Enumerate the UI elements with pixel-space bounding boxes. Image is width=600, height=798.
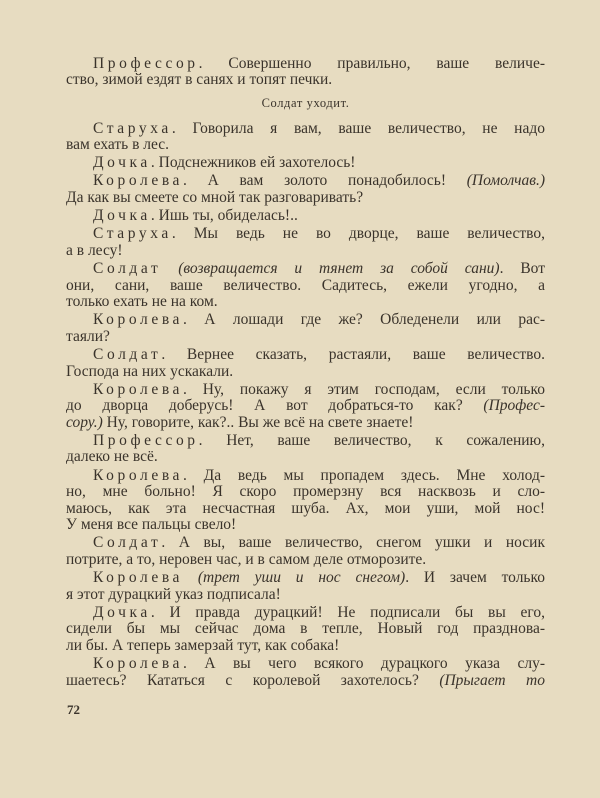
text-line xyxy=(66,294,545,311)
dialogue-text: . И правда дурацкий! Не подписали бы вы его, xyxy=(150,603,545,621)
speech xyxy=(66,56,545,89)
text-line xyxy=(66,312,545,329)
text-line xyxy=(66,56,545,73)
text-line xyxy=(66,570,545,587)
dialogue-text: вам ехать в лес. xyxy=(66,136,170,154)
speech xyxy=(66,570,545,603)
dialogue-text: Да как вы смеете со мной так разговаривать? xyxy=(66,189,364,207)
dialogue-text: . Вот xyxy=(499,259,546,277)
speech xyxy=(66,208,545,225)
dialogue-text: . Совершенно правильно, ваше величе- xyxy=(198,54,545,72)
text-line xyxy=(66,382,545,399)
dialogue-text: сидели бы мы сейчас дома в тепле, Новый год празднова- xyxy=(66,620,545,638)
speaker-name: Дочка xyxy=(93,154,151,172)
dialogue-text: но, мне больно! Я скоро промерзну вся насквозь и сло- xyxy=(66,483,545,501)
dialogue-text: маюсь, как эта несчастная шуба. Ах, мои уши, мой нос! xyxy=(66,499,545,517)
text-line xyxy=(66,517,545,534)
text-line xyxy=(66,173,545,190)
stage-remark: сору.) xyxy=(66,413,103,431)
text-line xyxy=(66,261,545,278)
speaker-name: Старуха xyxy=(93,225,172,243)
speech xyxy=(66,535,545,568)
dialogue-text: . Мы ведь не во дворце, ваше величество, xyxy=(171,225,545,243)
text-line xyxy=(66,155,545,172)
speech xyxy=(66,433,545,466)
text-line xyxy=(66,656,545,673)
dialogue-text: . И зачем только xyxy=(405,569,545,587)
stage-remark: (возвращается и тянет за собой сани) xyxy=(178,259,500,277)
speaker-name: Королева xyxy=(93,569,184,587)
text-line xyxy=(66,535,545,552)
text-line xyxy=(66,364,545,381)
text-line xyxy=(66,347,545,364)
dialogue-text: . Ишь ты, обиделась!.. xyxy=(150,207,298,225)
dialogue-text xyxy=(183,569,198,586)
dialogue-text: . Да ведь мы пропадем здесь. Мне холод- xyxy=(183,466,545,484)
text-line xyxy=(66,621,545,638)
text-line xyxy=(66,484,545,501)
dialogue-text: . А вы чего всякого дурацкого указа слу- xyxy=(183,655,545,673)
text-line xyxy=(66,278,545,295)
dialogue-text: . Вернее сказать, растаяли, ваше величество. xyxy=(161,345,545,363)
dialogue-text: . А вам золото понадобилось! xyxy=(183,172,467,190)
book-page-text xyxy=(66,54,545,689)
text-line xyxy=(66,638,545,655)
stage-remark: (трет уши и нос снегом) xyxy=(197,569,406,587)
dialogue-text: Господа на них ускакали. xyxy=(66,362,234,380)
text-line xyxy=(66,673,545,690)
speaker-name: Профессор xyxy=(93,431,199,449)
text-line xyxy=(66,468,545,485)
dialogue-text: . Ну, покажу я этим господам, если только xyxy=(183,380,545,398)
speaker-name: Королева xyxy=(93,172,184,190)
dialogue-text: далеко не всё. xyxy=(66,448,158,466)
speaker-name: Дочка xyxy=(93,207,151,225)
speaker-name: Старуха xyxy=(93,119,172,137)
dialogue-text: а в лесу! xyxy=(66,241,123,259)
dialogue-text xyxy=(161,260,178,277)
speech xyxy=(66,656,545,689)
text-line xyxy=(66,329,545,346)
text-line xyxy=(66,415,545,432)
speaker-name: Королева xyxy=(93,466,184,484)
speaker-name: Солдат xyxy=(93,259,162,277)
text-line xyxy=(66,190,545,207)
text-line xyxy=(66,243,545,260)
dialogue-text: шаетесь? Кататься с королевой захотелось? xyxy=(66,671,440,689)
dialogue-text: до дворца доберусь! А вот добраться-то как? xyxy=(66,397,484,415)
speech xyxy=(66,121,545,154)
speech xyxy=(66,347,545,380)
text-line xyxy=(66,137,545,154)
speaker-name: Солдат xyxy=(93,534,162,552)
dialogue-text: . Подснежников ей захотелось! xyxy=(150,154,356,172)
dialogue-text: только ехать не на ком. xyxy=(66,293,218,311)
dialogue-text: Ну, говорите, как?.. Вы же всё на свете знаете! xyxy=(102,413,414,431)
dialogue-text: . А вы, ваше величество, снегом ушки и носик xyxy=(161,534,545,552)
speaker-name: Дочка xyxy=(93,603,151,621)
speaker-name: Королева xyxy=(93,380,184,398)
speaker-name: Профессор xyxy=(93,54,199,72)
dialogue-text: потрите, а то, неровен час, и в самом деле отморозите. xyxy=(66,551,427,569)
speech xyxy=(66,605,545,655)
stage-remark: (Профес- xyxy=(483,397,545,415)
text-line xyxy=(66,121,545,138)
speech xyxy=(66,261,545,311)
dialogue-text: я этот дурацкий указ подписала! xyxy=(66,585,281,603)
text-line xyxy=(66,208,545,225)
dialogue-text: ство, зимой ездят в санях и топят печки. xyxy=(66,71,333,89)
speaker-name: Королева xyxy=(93,655,184,673)
text-line xyxy=(66,605,545,622)
stage-direction: Солдат уходит. xyxy=(261,95,350,110)
text-line xyxy=(66,587,545,604)
dialogue-text: . Говорила я вам, ваше величество, не надо xyxy=(171,119,545,137)
speech xyxy=(66,468,545,534)
text-line xyxy=(66,72,545,89)
text-line xyxy=(66,552,545,569)
text-line xyxy=(66,398,545,415)
text-line xyxy=(66,501,545,518)
speech xyxy=(66,173,545,206)
speech xyxy=(66,382,545,432)
speaker-name: Солдат xyxy=(93,345,162,363)
speech xyxy=(66,155,545,172)
page-number: 72 xyxy=(67,702,80,717)
dialogue-text: ли бы. А теперь замерзай тут, как собака! xyxy=(66,637,340,654)
text-line xyxy=(66,226,545,243)
dialogue-text: они, сани, ваше величество. Садитесь, ежели угодно, а xyxy=(66,276,545,294)
dialogue-text: таяли? xyxy=(66,327,110,345)
text-line xyxy=(66,449,545,466)
speech xyxy=(66,226,545,259)
dialogue-text: У меня все пальцы свело! xyxy=(66,516,237,534)
stage-remark: (Прыгает то xyxy=(439,671,545,689)
dialogue-text: . Нет, ваше величество, к сожалению, xyxy=(198,431,545,449)
stage-remark: (Помолчав.) xyxy=(466,172,545,190)
speaker-name: Королева xyxy=(93,311,184,329)
dialogue-text: . А лошади где же? Обледенели или рас- xyxy=(183,311,545,329)
speech xyxy=(66,312,545,345)
text-line xyxy=(66,433,545,450)
